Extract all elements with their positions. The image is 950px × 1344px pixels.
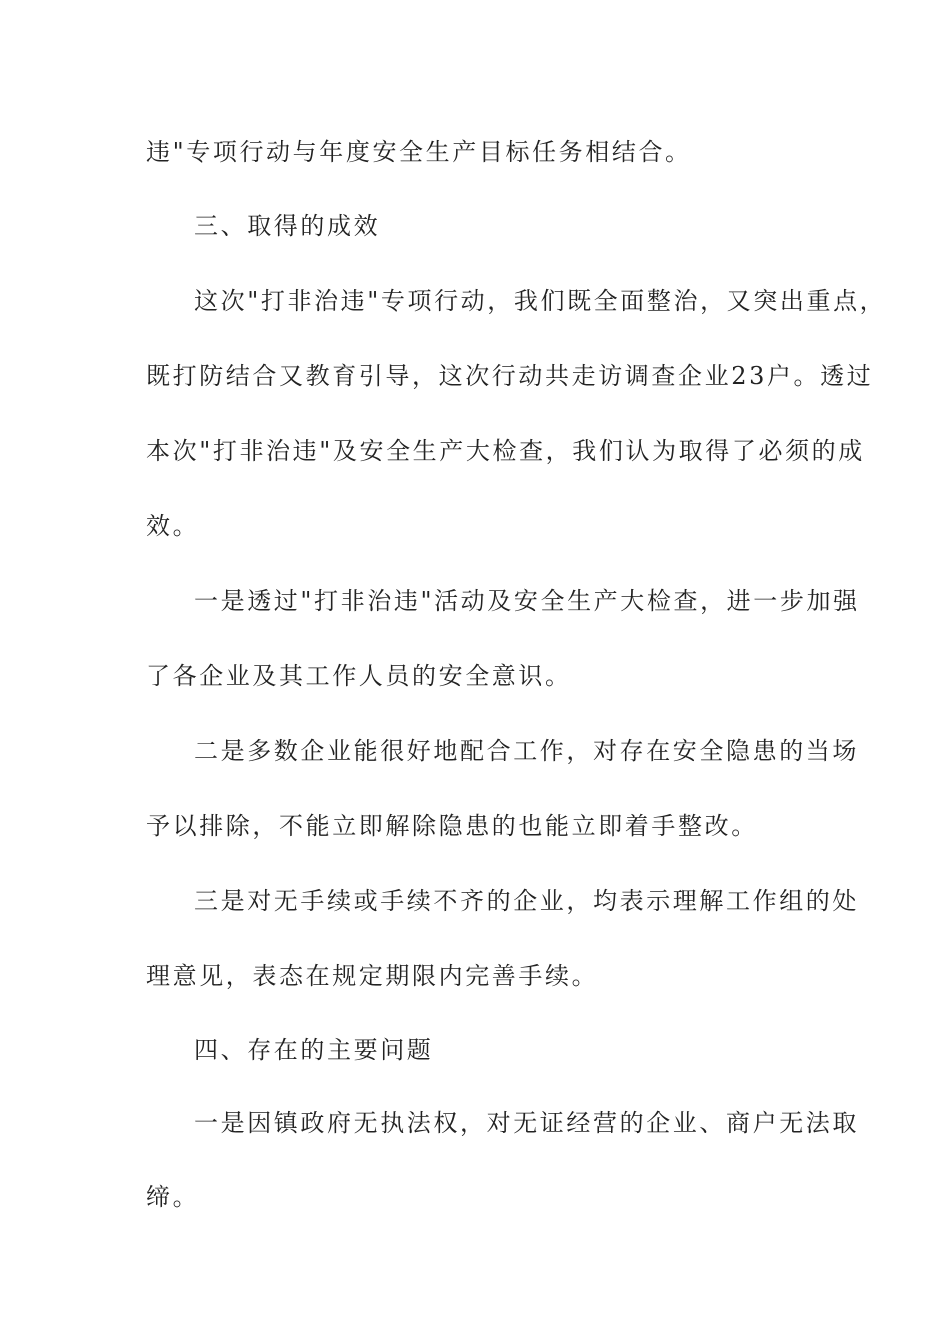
paragraph-line: 本次"打非治违"及安全生产大检查，我们认为取得了必须的成 [146,437,865,465]
paragraph-line: 二是多数企业能很好地配合工作，对存在安全隐患的当场 [194,737,859,765]
paragraph-line: 这次"打非治违"专项行动，我们既全面整治，又突出重点， [194,287,887,315]
paragraph-line: 缔。 [146,1183,200,1211]
section-heading: 四、存在的主要问题 [194,1036,434,1064]
section-heading: 三、取得的成效 [194,212,381,240]
paragraph-line: 既打防结合又教育引导，这次行动共走访调查企业23户。透过 [146,362,874,390]
paragraph-line: 一是因镇政府无执法权，对无证经营的企业、商户无法取 [194,1109,859,1137]
paragraph-line: 三是对无手续或手续不齐的企业，均表示理解工作组的处 [194,887,859,915]
paragraph-line: 了各企业及其工作人员的安全意识。 [146,662,572,690]
paragraph-line: 理意见，表态在规定期限内完善手续。 [146,962,599,990]
paragraph-line: 违"专项行动与年度安全生产目标任务相结合。 [146,138,692,166]
paragraph-line: 效。 [146,512,200,540]
paragraph-line: 一是透过"打非治违"活动及安全生产大检查，进一步加强 [194,587,860,615]
paragraph-line: 予以排除，不能立即解除隐患的也能立即着手整改。 [146,812,758,840]
